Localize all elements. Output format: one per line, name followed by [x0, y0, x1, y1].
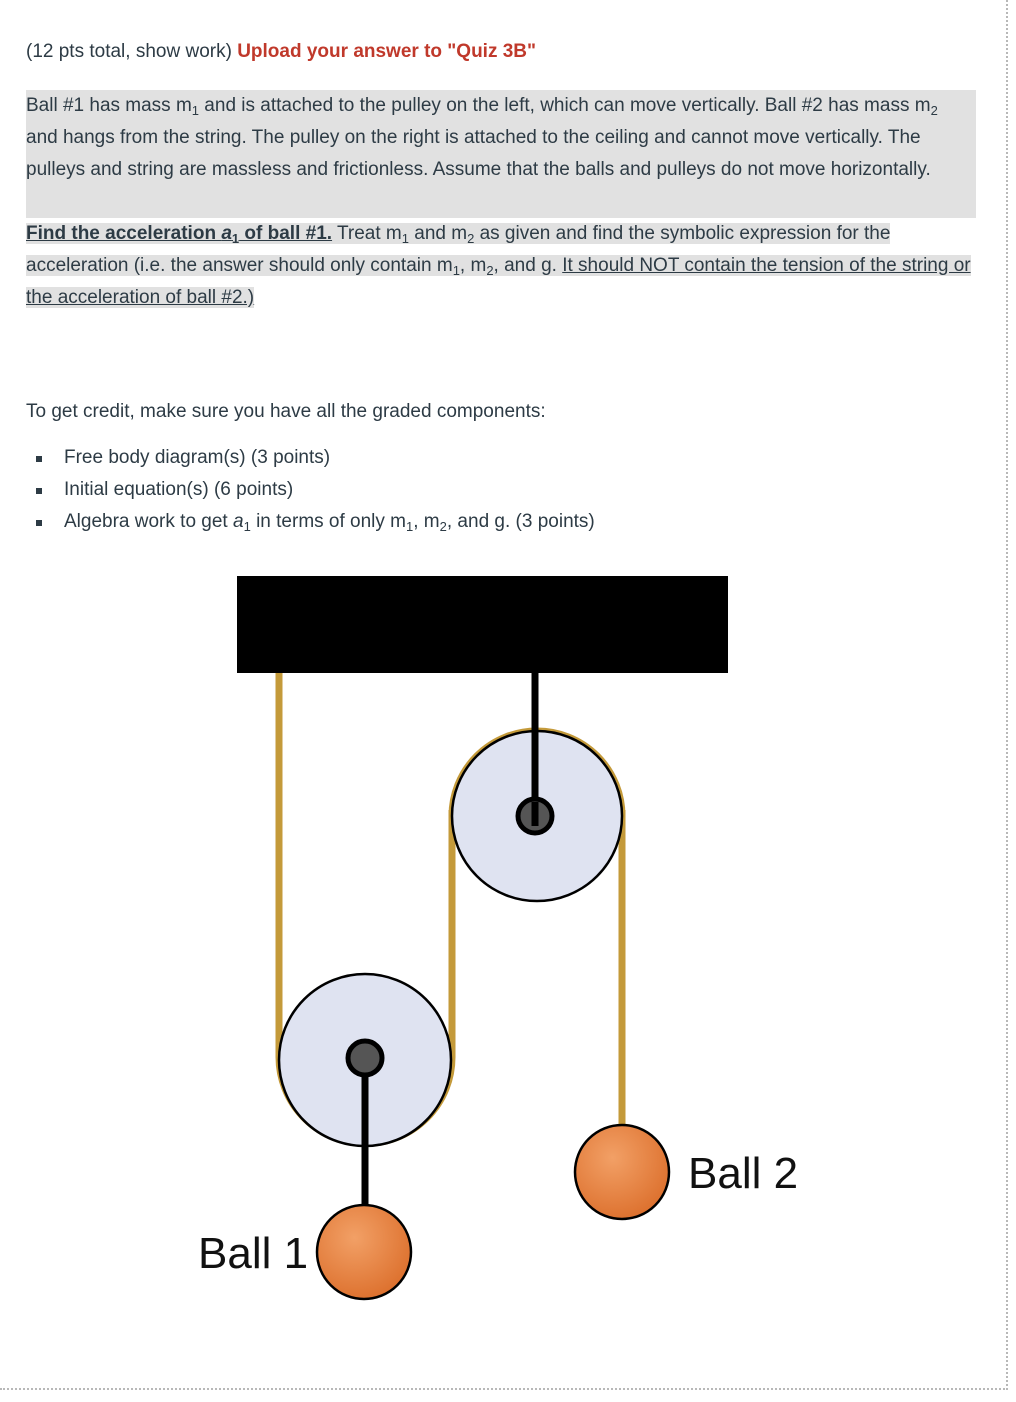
find-acceleration-label: Find the acceleration $a_1$ of ball #1. [26, 223, 333, 246]
treat-text-a: Treat m [332, 223, 402, 244]
ball-2-label: Ball 2 [688, 1149, 799, 1198]
list-item: Initial equation(s) (6 points) [36, 474, 976, 506]
ball-1-label: Ball 1 [198, 1229, 309, 1278]
p1-text-b: and is attached to the pulley on the left, which can move vertically. Ball #2 has mass m [199, 95, 931, 116]
p1-text-a: Ball #1 has mass m [26, 95, 192, 116]
p1-text-c: and hangs from the string. The pulley on the right is attached to the ceiling and cannot move vertically. The pulleys and string are massless and frictionless. Assume that the balls and pulleys do not move horizontally. [26, 127, 931, 180]
list-item: Algebra work to get $a_1$ in terms of only $m_1$, $m_2$, and g. (3 points) [36, 506, 976, 538]
p1-sub-2: 2 [930, 103, 938, 118]
p1-sub-1: 1 [191, 103, 200, 118]
points-prefix: (12 pts total, show work) [26, 41, 232, 62]
ball-1 [317, 1205, 411, 1299]
upload-instruction: Upload your answer to "Quiz 3B" [237, 41, 537, 62]
ceiling-block [237, 576, 728, 673]
grading-intro: To get credit, make sure you have all the graded components: [26, 401, 546, 422]
pulley-diagram-svg [190, 570, 830, 1330]
list-item: Free body diagram(s) (3 points) [36, 442, 976, 474]
pulley-diagram [190, 570, 830, 1330]
graded-components-list [26, 442, 976, 538]
ball-2 [575, 1125, 669, 1219]
left-pulley-axle [348, 1041, 382, 1075]
points-header [26, 36, 976, 68]
restriction-note: It should NOT contain the tension of the string or the acceleration of ball #2.) [26, 255, 971, 308]
problem-description [26, 90, 976, 186]
shaded-gap [26, 186, 976, 218]
problem-question: Find the acceleration $a_1$ of ball #1. Treat $m_1$ and $m_2$ as given and find the symbolic expression for the acceleration (i.e. the answer should only contain $m_1$, $m_2$, and g. It should NOT contain the tension of the string or the acceleration of ball #2.) [26, 223, 971, 308]
content [26, 36, 976, 538]
